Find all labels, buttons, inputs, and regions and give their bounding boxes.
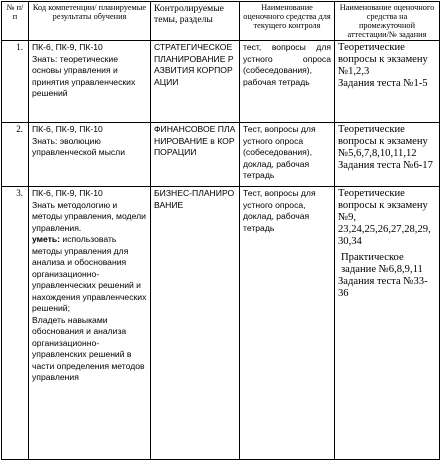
row-number: 3. [2, 187, 29, 460]
competence-codes: ПК-6, ПК-9, ПК-10 [32, 188, 103, 198]
table-row [2, 123, 440, 187]
competence-cell [29, 187, 151, 460]
interim-attestation-cell [335, 41, 440, 123]
current-control-cell: Тест, вопросы для устного опроса, доклад, рабочая тетрадь [240, 187, 335, 460]
current-control-cell: тест, вопросы для устного опроса (собеседования), рабочая тетрадь [240, 41, 335, 123]
competence-abilities: Владеть навыками обоснования и анализа организационно-управленских решений в части определения методов управления [32, 314, 145, 382]
table-row [2, 187, 440, 460]
header-current-control: Наименование оценочного средства для текущего контроля [240, 2, 335, 41]
competence-knowledge: Знать: теоретические основы управления и принятия управленческих решений [32, 53, 136, 98]
competence-cell [29, 41, 151, 123]
header-competence: Код компетенции/ планируемые результаты обучения [29, 2, 151, 41]
competence-codes: ПК-6, ПК-9, ПК-10 [32, 124, 103, 134]
table-row [2, 41, 440, 123]
test-tasks: Задания теста №1-5 [338, 78, 428, 89]
header-interim-attestation: Наименование оценочного средства на промежуточной аттестации/№ задания [335, 2, 440, 41]
assessment-table [1, 1, 440, 460]
interim-attestation-cell [335, 187, 440, 460]
competence-knowledge: Знать: эволюцию управленческой мысли [32, 135, 125, 157]
topic-cell: БИЗНЕС-ПЛАНИРОВАНИЕ [151, 187, 240, 460]
competence-codes: ПК-6, ПК-9, ПК-10 [32, 42, 103, 52]
skills-prefix: уметь: [32, 234, 61, 244]
test-tasks: Задания теста №6-17 [338, 160, 433, 171]
practical-tasks: Практическое задание №6,8,9,11 [341, 252, 423, 275]
header-topics: Контролируемые темы, разделы [151, 2, 240, 41]
competence-cell [29, 123, 151, 187]
current-control-cell: Тест, вопросы для устного опроса (собеседования), доклад, рабочая тетрадь [240, 123, 335, 187]
exam-questions: Теоретические вопросы к экзамену №5,6,7,8,10,11,12 [338, 124, 428, 159]
row-number: 1. [2, 41, 29, 123]
interim-attestation-cell [335, 123, 440, 187]
topic-cell: СТРАТЕГИЧЕСКОЕ ПЛАНИРОВАНИЕ РАЗВИТИЯ КОРПОРАЦИИ [151, 41, 240, 123]
competence-skills: уметь: использовать методы управления для анализа и обоснования организационно-управленческих решений и нахождения управленческих решений; [32, 234, 147, 313]
exam-questions: Теоретические вопросы к экзамену №9, 23,24,25,26,27,28,29, 30,34 [338, 188, 431, 247]
table-header-row [2, 2, 440, 41]
competence-knowledge: Знать методологию и методы управления, модели управления. [32, 199, 146, 233]
row-number: 2. [2, 123, 29, 187]
header-num: № п/п [2, 2, 29, 41]
topic-cell: ФИНАНСОВОЕ ПЛАНИРОВАНИЕ в КОРПОРАЦИИ [151, 123, 240, 187]
exam-questions: Теоретические вопросы к экзамену №1,2,3 [338, 42, 428, 77]
test-tasks: Задания теста №33-36 [338, 276, 428, 299]
